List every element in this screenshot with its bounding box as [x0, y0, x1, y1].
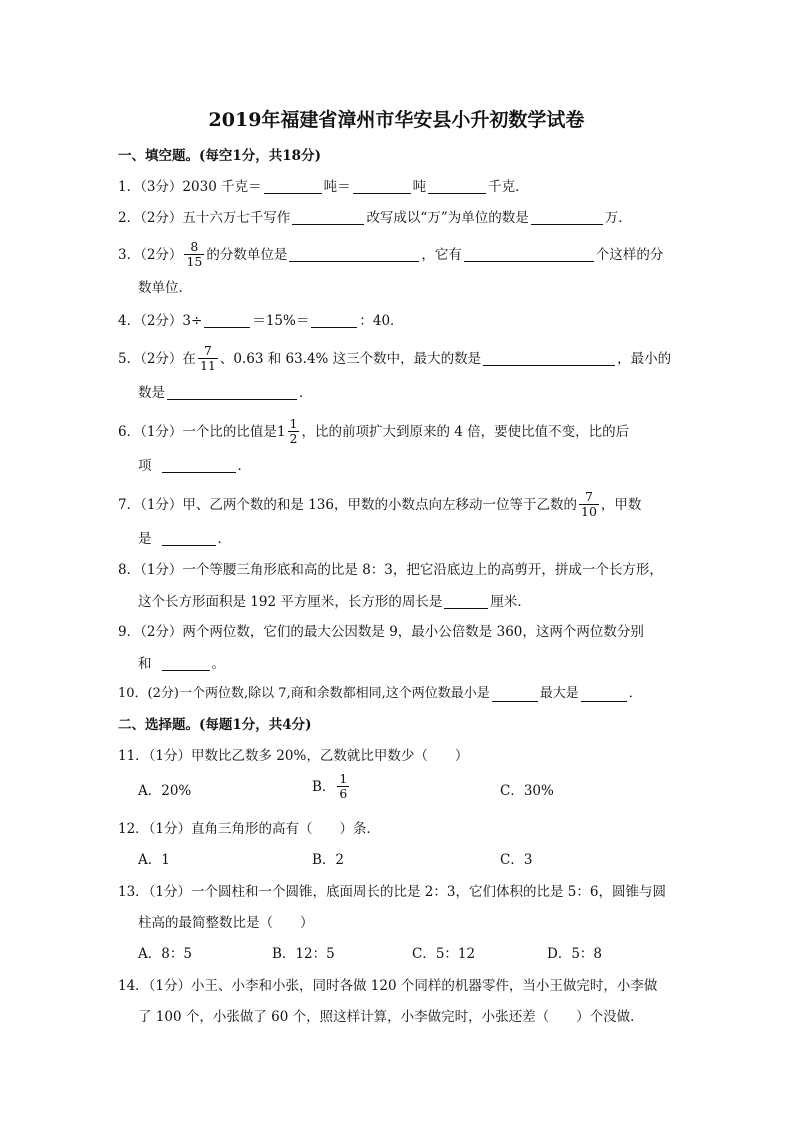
- answer-blank[interactable]: [289, 247, 419, 262]
- fraction-numerator: 1: [289, 416, 298, 431]
- answer-blank[interactable]: [162, 458, 236, 473]
- page-title: 2019年福建省漳州市华安县小升初数学试卷: [208, 109, 585, 131]
- q4-text-c: ：40．: [359, 312, 404, 329]
- q6-text-c: 项: [138, 457, 152, 474]
- q9-text-b: 和: [138, 655, 152, 672]
- q5-text-a: 5．（2分）在: [118, 350, 196, 367]
- q12-option-c[interactable]: C．3: [500, 852, 533, 868]
- fraction: [579, 490, 599, 519]
- q1-text-a: 1．（3分）2030 千克＝: [118, 178, 262, 195]
- fraction: [337, 772, 349, 801]
- q5-text-e: ．: [299, 384, 313, 401]
- q8-text-b: 这个长方形面积是 192 平方厘米，长方形的周长是: [138, 593, 443, 610]
- q13-option-a[interactable]: A．8：5: [138, 946, 192, 962]
- fraction-numerator: 7: [584, 489, 593, 504]
- q13-option-d[interactable]: D．5：8: [547, 946, 603, 962]
- q10-text-a: 10．(2分)一个两位数,除以 7,商和余数都相同,这个两位数最小是: [118, 686, 490, 701]
- fraction-numerator: 1: [339, 771, 348, 786]
- q1-text-b: 吨＝: [323, 178, 351, 195]
- q7-text-d: ．: [217, 530, 231, 547]
- question-7: [118, 490, 641, 519]
- fraction-numerator: 7: [203, 343, 212, 358]
- answer-blank[interactable]: [492, 687, 538, 702]
- q10-text-c: ．: [628, 686, 642, 701]
- q1-text-c: 吨: [412, 178, 427, 195]
- fraction-denominator: 10: [581, 504, 597, 519]
- question-11: 11．（1分）甲数比乙数多 20%，乙数就比甲数少（ ）: [118, 748, 469, 764]
- q1-text-d: 千克．: [488, 178, 529, 195]
- answer-blank[interactable]: [428, 179, 486, 194]
- q5-text-d: 数是: [138, 384, 165, 401]
- question-6: [118, 417, 629, 446]
- q7-text-a: 7．（1分）甲、乙两个数的和是 136，甲数的小数点向左移动一位等于乙数的: [118, 496, 577, 513]
- question-6-cont: [138, 455, 251, 476]
- q13-option-b[interactable]: B．12：5: [272, 946, 335, 962]
- q6-text-b: ，比的前项扩大到原来的 4 倍，要使比值不变，比的后: [301, 423, 630, 440]
- fraction-denominator: 11: [199, 358, 216, 373]
- question-10: [118, 684, 642, 705]
- fraction-numerator: 8: [190, 239, 199, 254]
- question-13: 13．（1分）一个圆柱和一个圆锥，底面周长的比是 2：3，它们体积的比是 5：6，圆锥与圆: [118, 884, 666, 900]
- q3-text-c: ，它有: [421, 246, 462, 263]
- answer-blank[interactable]: [531, 210, 603, 225]
- question-13-cont: 柱高的最简整数比是（ ）: [138, 915, 314, 931]
- question-4: [118, 310, 404, 331]
- question-9-cont: [138, 653, 225, 674]
- question-2: [118, 207, 632, 228]
- q5-text-c: ，最小的: [617, 350, 672, 367]
- answer-blank[interactable]: [311, 313, 357, 328]
- q12-option-a[interactable]: A．1: [138, 852, 170, 868]
- q11-option-c[interactable]: C．30%: [500, 783, 554, 799]
- q6-text-d: ．: [237, 457, 251, 474]
- q8-text-c: 厘米．: [490, 593, 531, 610]
- q12-option-b[interactable]: B．2: [312, 852, 345, 868]
- answer-blank[interactable]: [464, 247, 594, 262]
- answer-blank[interactable]: [264, 179, 322, 194]
- q4-text-a: 4．（2分）3÷: [118, 312, 203, 329]
- question-3-cont: 数单位．: [138, 280, 192, 296]
- q3-text-a: 3．（2分）: [118, 246, 183, 263]
- answer-blank[interactable]: [353, 179, 411, 194]
- answer-blank[interactable]: [292, 210, 364, 225]
- question-14-cont: 了 100 个，小张做了 60 个，照这样计算，小李做完时，小张还差（ ）个没做．: [138, 1009, 644, 1025]
- answer-blank[interactable]: [483, 351, 615, 366]
- answer-blank[interactable]: [581, 687, 627, 702]
- answer-blank[interactable]: [162, 656, 210, 671]
- q9-text-c: 。: [211, 655, 225, 672]
- question-7-cont: [138, 528, 231, 549]
- answer-blank[interactable]: [167, 385, 297, 400]
- q7-text-c: 是: [138, 530, 152, 547]
- answer-blank[interactable]: [444, 594, 488, 609]
- q11-option-b-label: B．: [312, 778, 336, 795]
- fraction-denominator: 15: [186, 254, 203, 269]
- q2-text-b: 改写成以“万”为单位的数是: [366, 209, 529, 226]
- q10-text-b: 最大是: [539, 686, 579, 701]
- question-9: 9．（2分）两个两位数，它们的最大公因数是 9，最小公倍数是 360，这两个两位数分别: [118, 624, 644, 640]
- section-heading-fill-blanks: 一、填空题。(每空1分，共18分): [118, 148, 321, 164]
- q6-text-a: 6．（1分）一个比的比值是: [118, 423, 277, 440]
- question-5-cont: [138, 382, 313, 403]
- answer-blank[interactable]: [204, 313, 250, 328]
- q5-text-b: 、0.63 和 63.4% 这三个数中，最大的数是: [219, 350, 482, 367]
- fraction: [198, 344, 218, 373]
- fraction: [288, 417, 300, 446]
- q3-text-d: 个这样的分: [595, 246, 664, 263]
- question-14: 14．（1分）小王、小李和小张，同时各做 120 个同样的机器零件，当小王做完时，小李做: [118, 978, 658, 994]
- q4-text-b: ＝15%＝: [252, 312, 310, 329]
- q7-text-b: ，甲数: [600, 496, 642, 513]
- question-8: 8．（1分）一个等腰三角形底和高的比是 8：3，把它沿底边上的高剪开，拼成一个长方形，: [118, 562, 663, 578]
- question-8-cont: [138, 591, 531, 612]
- q11-option-a[interactable]: A．20%: [138, 783, 192, 799]
- q13-option-c[interactable]: C．5：12: [412, 946, 476, 962]
- question-12: 12．（1分）直角三角形的高有（ ）条．: [118, 821, 381, 837]
- q3-text-b: 的分数单位是: [206, 246, 288, 263]
- q2-text-c: 万．: [604, 209, 632, 226]
- question-3: [118, 240, 663, 269]
- mixed-number: [277, 417, 302, 446]
- mixed-whole: 1: [276, 423, 286, 440]
- section-heading-multiple-choice: 二、选择题。(每题1分，共4分): [118, 717, 312, 733]
- fraction: [184, 240, 204, 269]
- answer-blank[interactable]: [162, 531, 216, 546]
- question-1: [118, 176, 529, 197]
- question-5: [118, 344, 671, 373]
- q2-text-a: 2．（2分）五十六万七千写作: [118, 209, 291, 226]
- q11-option-b[interactable]: [312, 772, 351, 801]
- fraction-denominator: 2: [289, 431, 298, 446]
- fraction-denominator: 6: [339, 786, 348, 801]
